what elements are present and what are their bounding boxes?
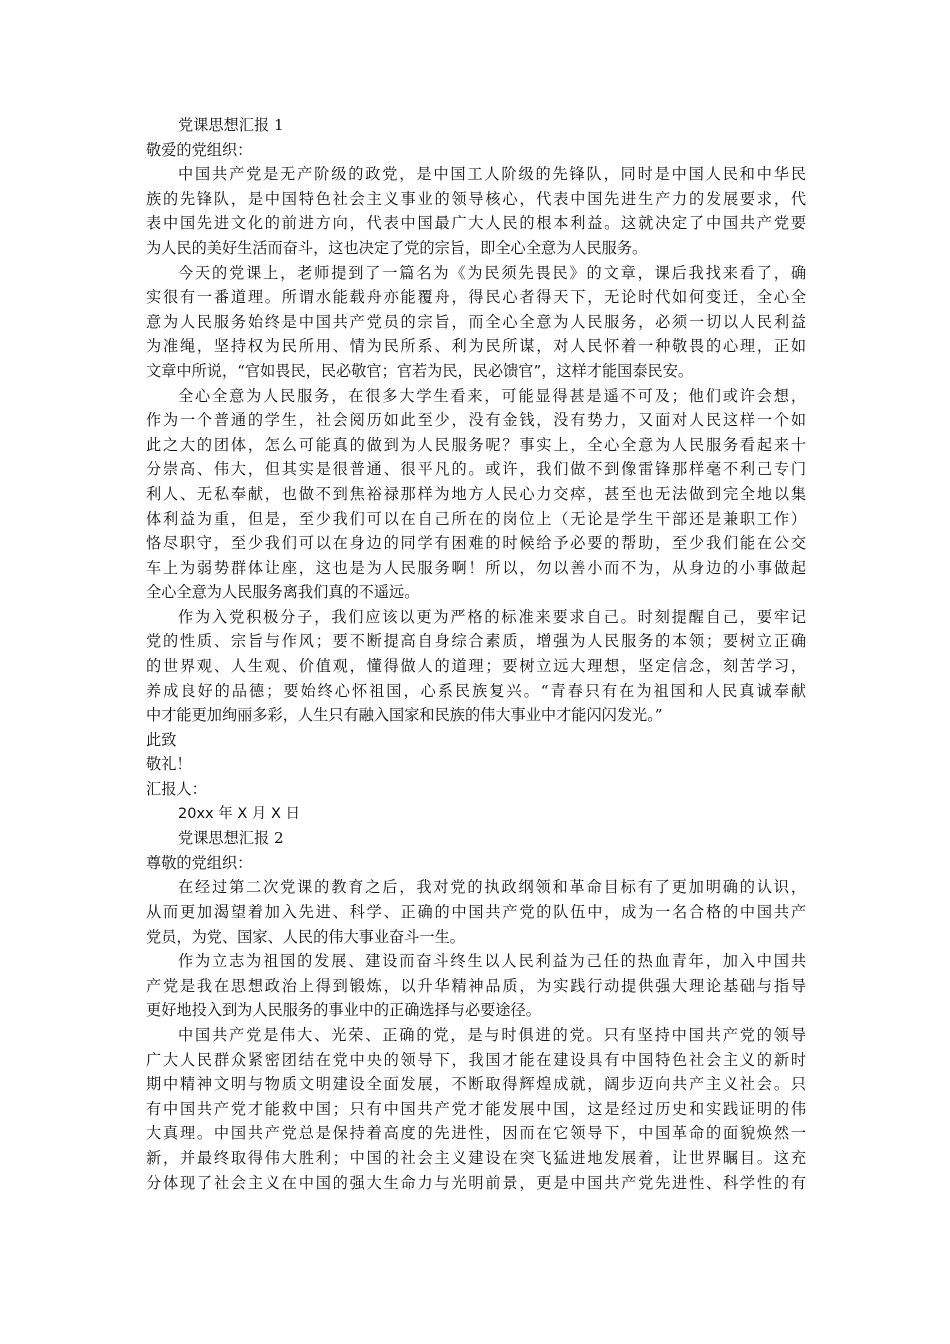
- text-line: 更好地投入到为人民服务的事业中的正确选择与必要途径。: [146, 1001, 541, 1020]
- text-line: 分体现了社会主义在中国的强大生命力与光明前景，更是中国共产党先进性、科学性的有: [146, 1173, 806, 1192]
- report2-paragraph-2: [146, 949, 806, 1023]
- text-line: 期中精神文明与物质文明建设全面发展，不断取得辉煌成就，阔步迈向共产主义社会。只: [146, 1075, 806, 1094]
- text-line: 利人、无私奉献，也做不到焦裕禄那样为地方人民心力交瘁，甚至也无法做到完全地以集: [146, 484, 806, 503]
- text-line: 族的先锋队，是中国特色社会主义事业的领导核心，代表中国先进生产力的发展要求，代: [146, 189, 806, 208]
- report2-paragraph-1: [146, 875, 806, 949]
- text-line: 表中国先进文化的前进方向，代表中国最广大人民的根本利益。这就决定了中国共产党要: [146, 214, 806, 233]
- text-line: 车上为弱势群体让座，这也是为人民服务啊！所以，勿以善小而不为，从身边的小事做起: [146, 558, 806, 577]
- document-page: [146, 113, 806, 1195]
- text-line: 中才能更加绚丽多彩，人生只有融入国家和民族的伟大事业中才能闪闪发光。”: [146, 706, 663, 725]
- report1-paragraph-4: [146, 605, 806, 728]
- text-line: 全心全意为人民服务，在很多大学生看来，可能显得甚是遥不可及；他们或许会想，: [178, 386, 806, 405]
- text-line: 作为一个普通的学生，社会阅历如此至少，没有金钱，没有势力，又面对人民这样一个如: [146, 411, 806, 430]
- text-line: 意为人民服务始终是中国共产党员的宗旨，而全心全意为人民服务，必须一切以人民利益: [146, 312, 806, 331]
- closing-jingli: 敬礼！: [146, 755, 192, 774]
- text-line: 的世界观、人生观、价值观，懂得做人的道理；要树立远大理想，坚定信念，刻苦学习，: [146, 657, 806, 676]
- text-line: 新，并最终取得伟大胜利；中国的社会主义建设在突飞猛进地发展着，让世界瞩目。这充: [146, 1148, 806, 1167]
- text-line: 从而更加渴望着加入先进、科学、正确的中国共产党的队伍中，成为一名合格的中国共产: [146, 903, 806, 921]
- closing-cizhi: 此致: [146, 730, 177, 749]
- text-line: 养成良好的品德；要始终心怀祖国，心系民族复兴。“青春只有在为祖国和人民真诚奉献: [146, 681, 806, 700]
- report1-paragraph-3: [146, 384, 806, 605]
- report-date: 20xx 年 X 月 X 日: [178, 805, 301, 822]
- text-line: 中国共产党是伟大、光荣、正确的党，是与时俱进的党。只有坚持中国共产党的领导: [178, 1025, 806, 1044]
- text-line: 党的性质、宗旨与作风；要不断提高自身综合素质，增强为人民服务的本领；要树立正确: [146, 632, 806, 651]
- report2-title: 党课思想汇报 2: [178, 829, 284, 848]
- text-line: 全心全意为人民服务离我们真的不遥远。: [146, 583, 420, 602]
- text-line: 在经过第二次党课的教育之后，我对党的执政纲领和革命目标有了更加明确的认识，: [178, 878, 806, 897]
- text-line: 为人民的美好生活而奋斗，这也决定了党的宗旨，即全心全意为人民服务。: [146, 238, 648, 257]
- text-line: 中国共产党是无产阶级的政党，是中国工人阶级的先锋队，同时是中国人民和中华民: [178, 165, 806, 184]
- text-line: 广大人民群众紧密团结在党中央的领导下，我国才能在建设具有中国特色社会主义的新时: [146, 1050, 806, 1069]
- text-line: 恪尽职守，至少我们可以在身边的同学有困难的时候给予必要的帮助，至少我们能在公交: [146, 534, 806, 553]
- report1-salutation: 敬爱的党组织：: [146, 140, 253, 159]
- text-line: 产党是我在思想政治上得到锻炼，以升华精神品质，为实践行动提供强大理论基础与指导: [146, 976, 806, 995]
- report1-title: 党课思想汇报 1: [178, 116, 284, 134]
- report2-paragraph-3: [146, 1023, 806, 1195]
- text-line: 有中国共产党才能救中国；只有中国共产党才能发展中国，这是经过历史和实践证明的伟: [146, 1099, 806, 1118]
- text-line: 体利益为重，但是，至少我们可以在自己所在的岗位上（无论是学生干部还是兼职工作）: [146, 509, 806, 528]
- report1-paragraph-1: [146, 162, 806, 260]
- text-line: 今天的党课上，老师提到了一篇名为《为民须先畏民》的文章，课后我找来看了，确: [178, 263, 806, 282]
- text-line: 大真理。中国共产党总是保持着高度的先进性，因而在它领导下，中国革命的面貌焕然一: [146, 1124, 806, 1143]
- text-line: 党员，为党、国家、人民的伟大事业奋斗一生。: [146, 927, 465, 946]
- text-line: 文章中所说，“官如畏民，民必敬官；官若为民，民必馈官”，这样才能国泰民安。: [146, 361, 694, 380]
- text-line: 作为立志为祖国的发展、建设而奋斗终生以人民利益为己任的热血青年，加入中国共: [178, 952, 806, 971]
- text-line: 实很有一番道理。所谓水能载舟亦能覆舟，得民心者得天下，无论时代如何变迁，全心全: [146, 288, 806, 307]
- text-line: 为准绳，坚持权为民所用、情为民所系、利为民所谋，对人民怀着一种敬畏的心理，正如: [146, 337, 806, 356]
- text-line: 分崇高、伟大，但其实是很普通、很平凡的。或许，我们做不到像雷锋那样毫不利己专门: [146, 460, 806, 479]
- text-line: 此之大的团体，怎么可能真的做到为人民服务呢？事实上，全心全意为人民服务看起来十: [146, 435, 806, 454]
- report1-paragraph-2: [146, 261, 806, 384]
- text-line: 作为入党积极分子，我们应该以更为严格的标准来要求自己。时刻提醒自己，要牢记: [178, 607, 806, 626]
- reporter-label: 汇报人：: [146, 780, 207, 799]
- report2-salutation: 尊敬的党组织：: [146, 853, 253, 872]
